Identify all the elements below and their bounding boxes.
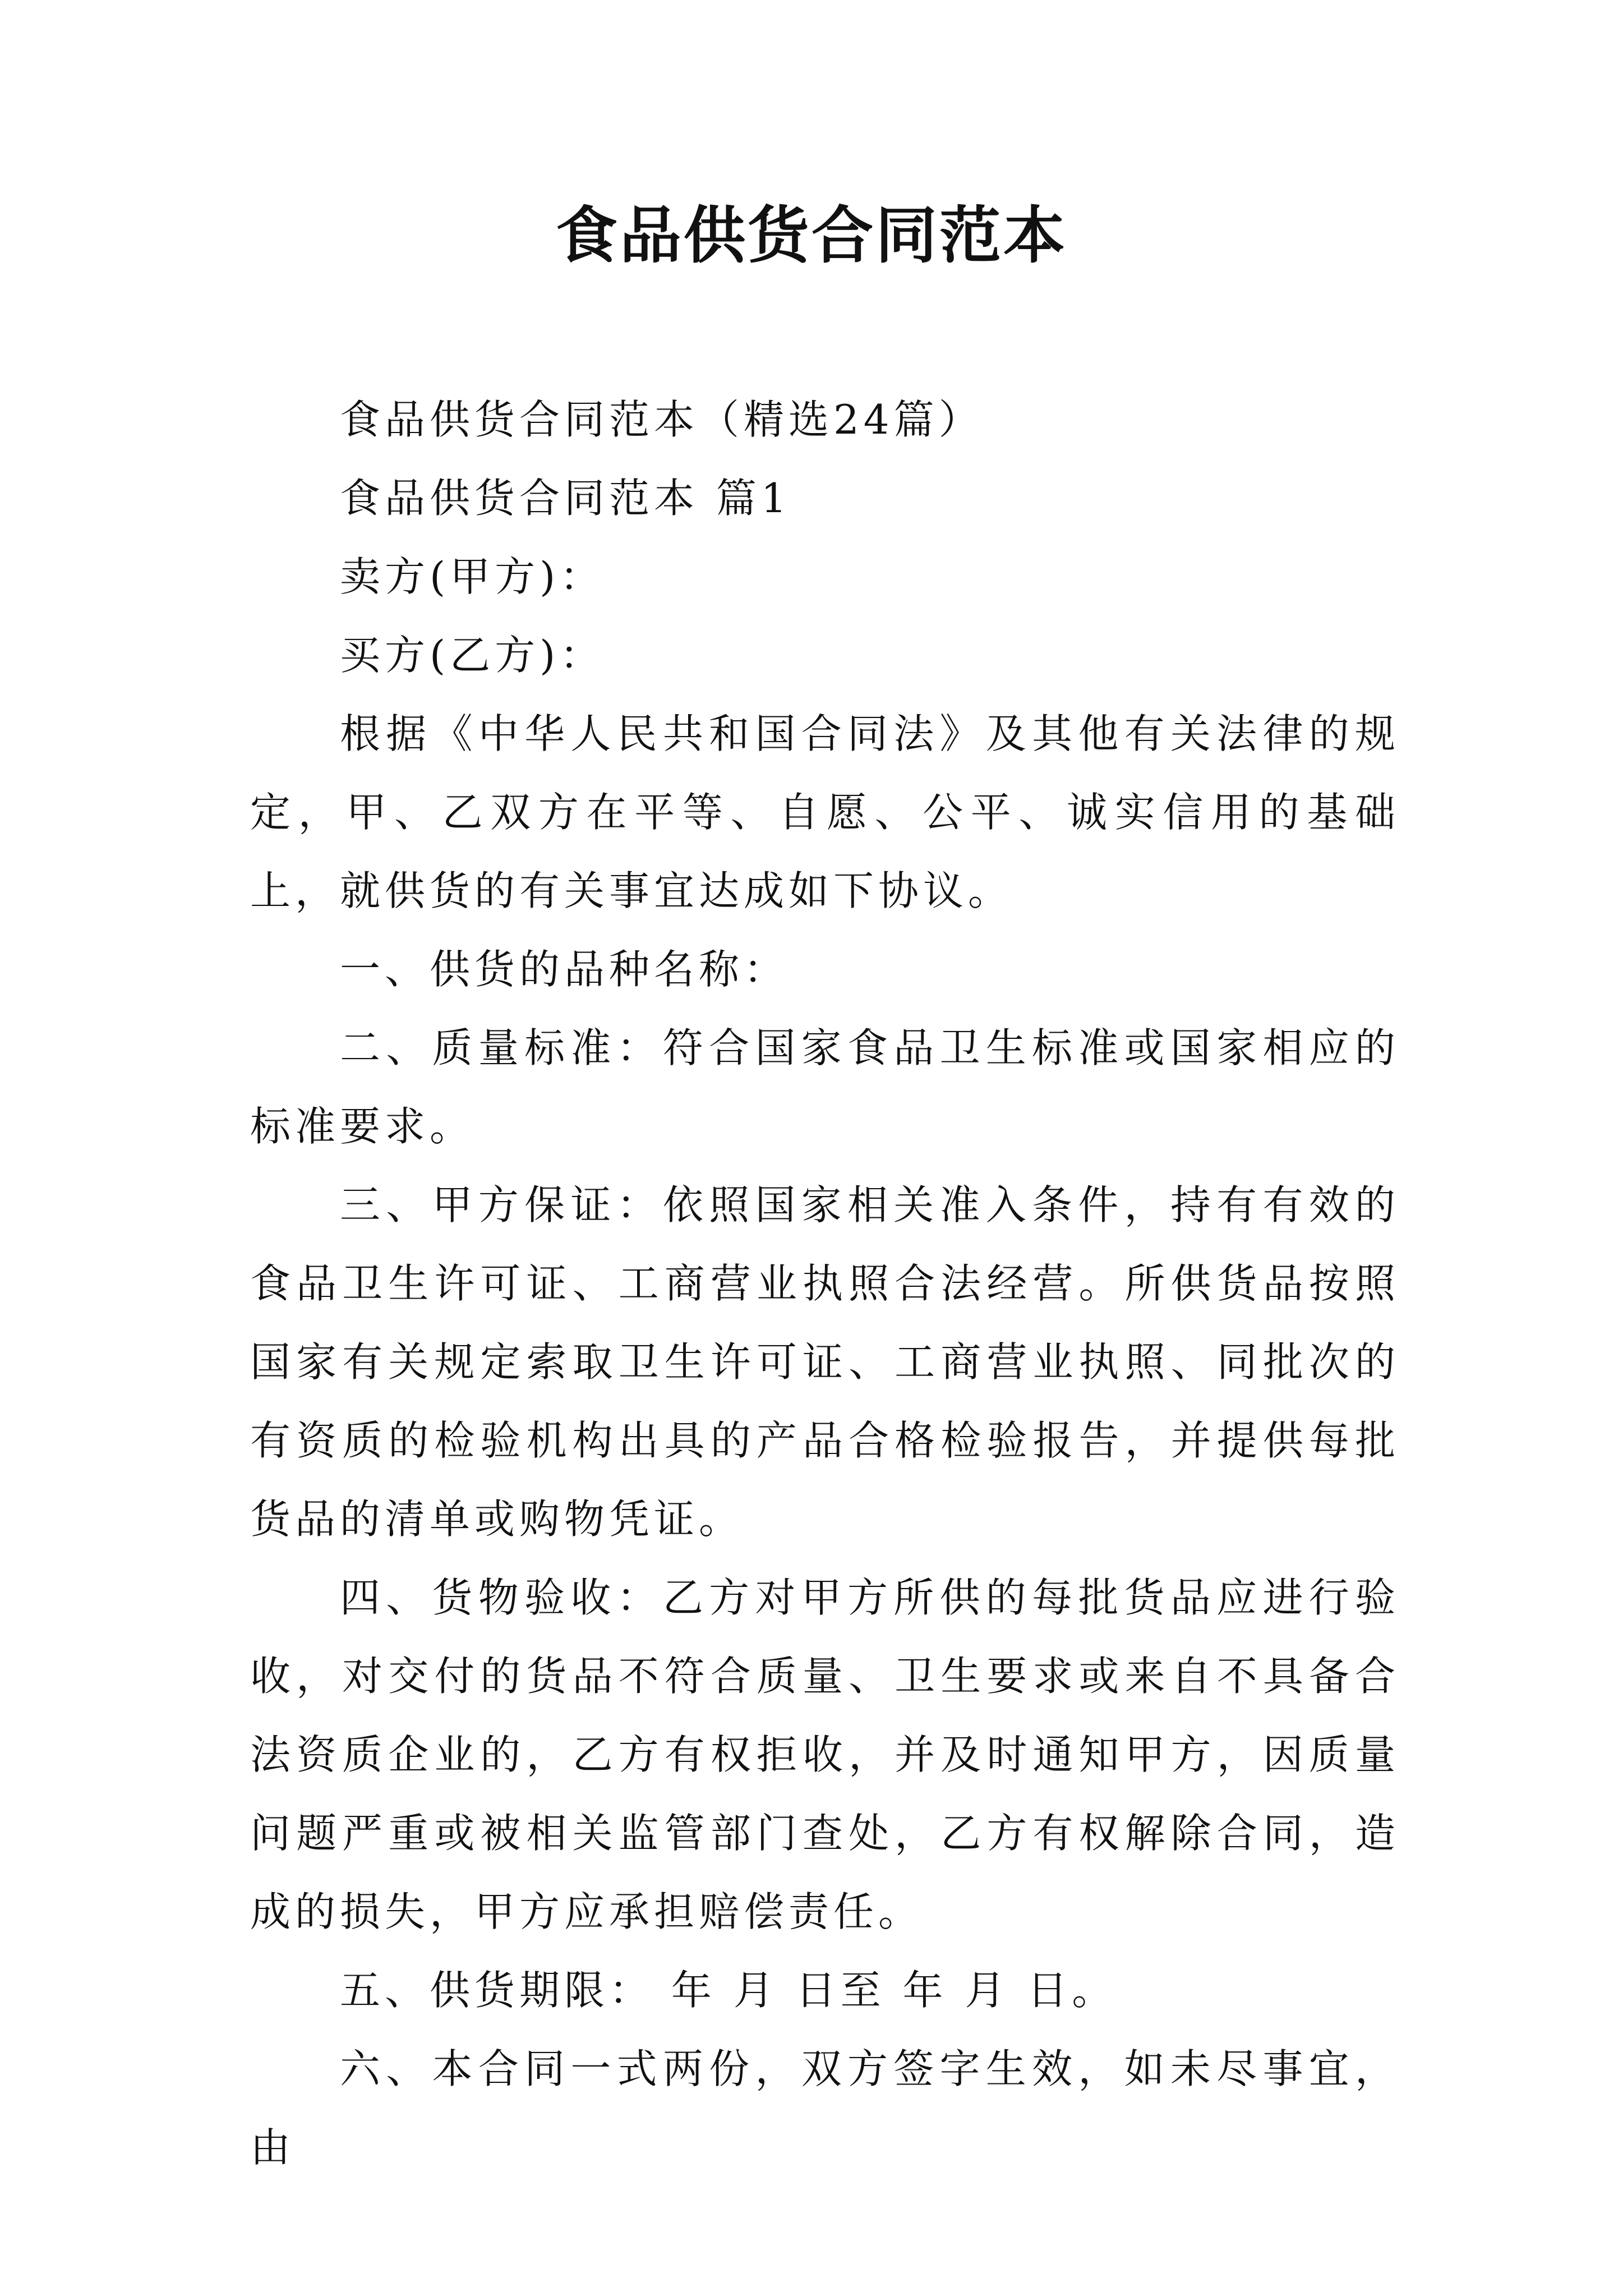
clause-6: 六、本合同一式两份，双方签字生效，如未尽事宜，由 (250, 2045, 1400, 2171)
buyer-line: 买方(乙方)： (340, 632, 605, 679)
document-title: 食品供货合同范本 (556, 199, 1067, 272)
clause-3: 三、甲方保证：依照国家相关准入条件，持有有效的食品卫生许可证、工商营业执照合法经营。所供货品按照国家有关规定索取卫生许可证、工商营业执照、同批次的有资质的检验机构出具的产品合格检验报告，并提供每批货品的清单或购物凭证。 (250, 1181, 1400, 1543)
clause-2: 二、质量标准：符合国家食品卫生标准或国家相应的标准要求。 (250, 1024, 1400, 1150)
clause-1: 一、供货的品种名称： (340, 946, 789, 993)
seller-line: 卖方(甲方)： (340, 553, 605, 600)
preamble-paragraph: 根据《中华人民共和国合同法》及其他有关法律的规定，甲、乙双方在平等、自愿、公平、诚实信用的基础上，就供货的有关事宜达成如下协议。 (250, 710, 1400, 914)
subtitle-line: 食品供货合同范本（精选24篇） (340, 396, 984, 443)
document-body (250, 380, 1400, 2187)
section-heading: 食品供货合同范本 篇1 (340, 475, 791, 522)
clause-4: 四、货物验收：乙方对甲方所供的每批货品应进行验收，对交付的货品不符合质量、卫生要求或来自不具备合法资质企业的，乙方有权拒收，并及时通知甲方，因质量问题严重或被相关监管部门查处，乙方有权解除合同，造成的损失，甲方应承担赔偿责任。 (250, 1574, 1400, 1935)
clause-5: 五、供货期限： 年 月 日至 年 月 日。 (340, 1967, 1117, 2014)
